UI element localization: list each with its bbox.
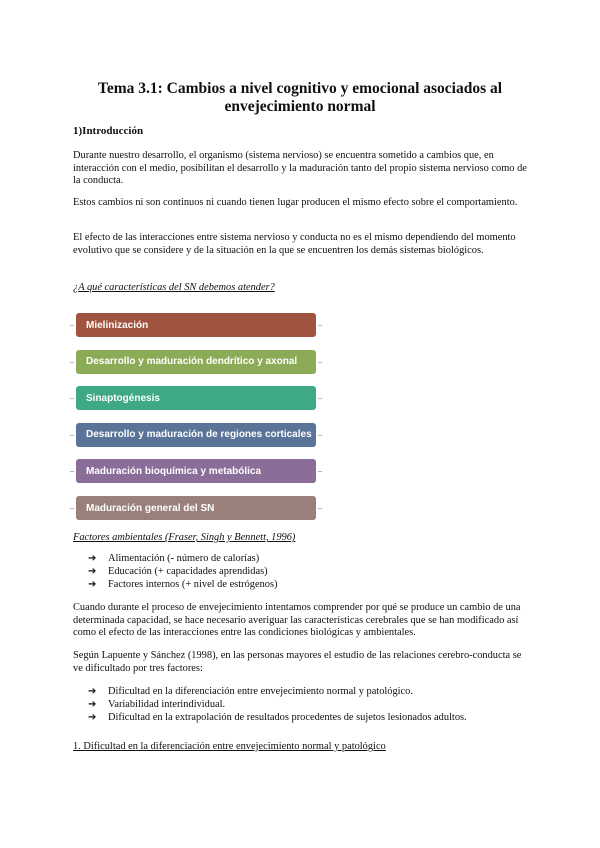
list-item: ➔ Alimentación (- número de calorías): [88, 553, 260, 564]
paragraph-2: Estos cambios ni son continuos ni cuando tienen lugar producen el mismo efecto sobre el comportamiento.: [73, 197, 518, 208]
paragraph-1: Durante nuestro desarrollo, el organismo (sistema nervioso) se encuentra sometido a cambios que, en interacción con el medio, posibilitan el desarrollo y la maduración tanto del propio sistema nervioso como de la conducta.: [73, 150, 527, 187]
list-item: ➔ Educación (+ capacidades aprendidas): [88, 565, 268, 577]
diagram-item: Desarrollo y maduración de regiones corticales: [76, 423, 316, 447]
page-title: Tema 3.1: Cambios a nivel cognitivo y emocional asociados al envejecimiento normal: [97, 80, 503, 115]
diagram-item: Mielinización: [76, 313, 316, 337]
diagram-tick-right: [318, 435, 322, 436]
diagram-tick-left: [70, 325, 74, 326]
factors-list: [88, 553, 528, 591]
diagram-tick-left: [70, 362, 74, 363]
arrow-right-icon: ➔: [88, 578, 97, 590]
arrow-right-icon: ➔: [88, 698, 97, 710]
diagram-item: Maduración bioquímica y metabólica: [76, 459, 316, 483]
arrow-right-icon: ➔: [88, 686, 97, 697]
list-item: ➔ Variabilidad interindividual.: [88, 698, 226, 710]
list-item: ➔ Dificultad en la diferenciación entre envejecimiento normal y patológico.: [88, 686, 413, 697]
diagram-item: Desarrollo y maduración dendrítico y axonal: [76, 350, 316, 374]
paragraph-3: El efecto de las interacciones entre sistema nervioso y conducta no es el mismo dependiendo del momento evolutivo que se considere y de la situación en la que se encuentren los demás sistemas biológicos.: [73, 232, 516, 256]
diagram-tick-left: [70, 508, 74, 509]
question-heading: ¿A qué características del SN debemos atender?: [73, 282, 275, 293]
diagram-item: Sinaptogénesis: [76, 386, 316, 410]
paragraph-5: Según Lapuente y Sánchez (1998), en las personas mayores el estudio de las relaciones cerebro-conducta se ve dificultado por tres factores:: [73, 650, 522, 674]
diagram-tick-right: [318, 325, 322, 326]
arrow-right-icon: ➔: [88, 565, 97, 577]
paragraph-4: Cuando durante el proceso de envejecimiento intentamos comprender por qué se produce un cambio de una determinada capacidad, se hace necesario averiguar las características cerebrales que se han modificado así como el efecto de las interacciones entre las condiciones biológicas y ambientales.: [73, 602, 521, 639]
list-item: ➔ Factores internos (+ nivel de estrógenos): [88, 578, 278, 590]
list-item: ➔ Dificultad en la extrapolación de resultados procedentes de sujetos lesionados adultos.: [88, 711, 467, 723]
arrow-right-icon: ➔: [88, 711, 97, 723]
factors-heading: Factores ambientales (Fraser, Singh y Bennett, 1996): [73, 532, 296, 543]
diagram-tick-right: [318, 362, 322, 363]
diagram-item: Maduración general del SN: [76, 496, 316, 520]
section-heading-1: 1. Dificultad en la diferenciación entre envejecimiento normal y patológico: [73, 741, 386, 752]
diagram-tick-right: [318, 508, 322, 509]
arrow-right-icon: ➔: [88, 553, 97, 564]
difficulties-list: [88, 686, 528, 724]
sn-characteristics-diagram: [68, 311, 328, 523]
diagram-tick-left: [70, 398, 74, 399]
diagram-tick-left: [70, 471, 74, 472]
diagram-tick-right: [318, 398, 322, 399]
diagram-tick-right: [318, 471, 322, 472]
section-heading-introduction: 1)Introducción: [73, 125, 144, 137]
diagram-tick-left: [70, 435, 74, 436]
